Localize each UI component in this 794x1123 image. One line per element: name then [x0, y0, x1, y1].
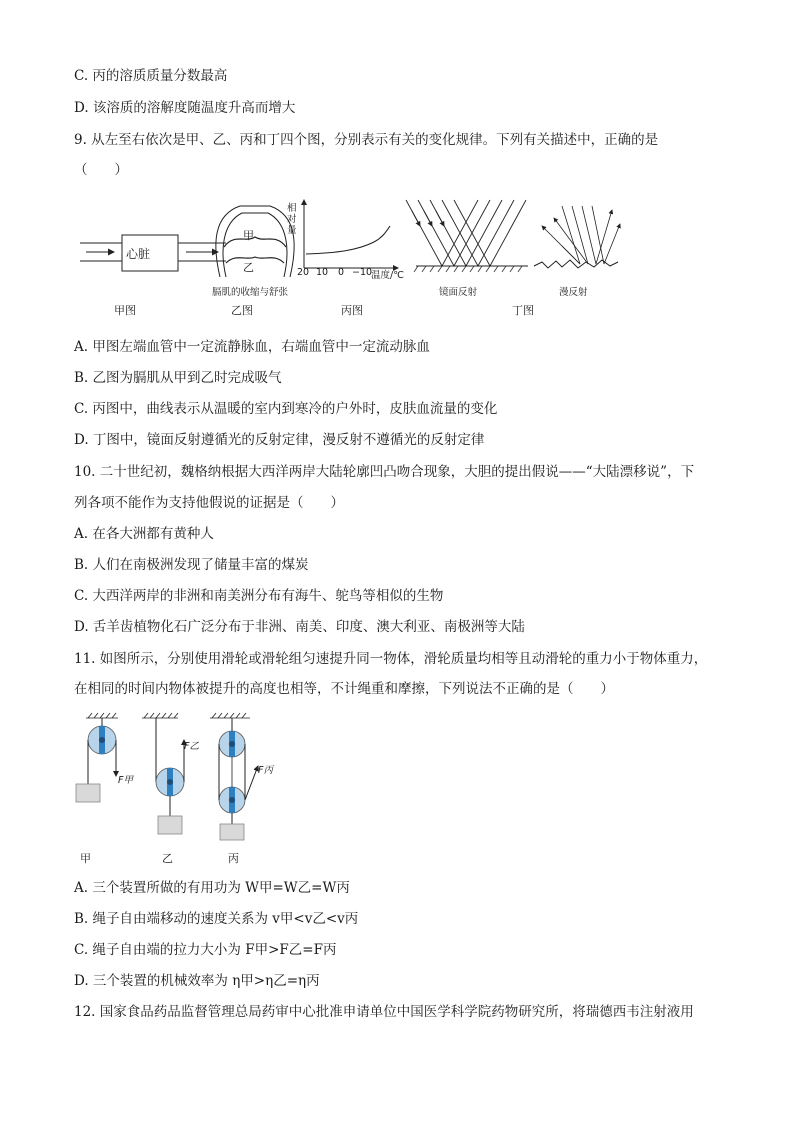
q9-option-c: C. 丙图中，曲线表示从温暖的室内到寒冷的户外时，皮肤血流量的变化 — [74, 401, 498, 417]
pulley-caption-yi: 乙 — [162, 852, 173, 865]
temperature-ylabel — [287, 203, 299, 236]
tick-label: 20 — [297, 267, 310, 278]
q10-option-c: C. 大西洋两岸的非洲和南美洲分布有海牛、鸵鸟等相似的生物 — [74, 588, 444, 604]
q11-stem-line1: 11. 如图所示，分别使用滑轮或滑轮组匀速提升同一物体，滑轮质量均相等且动滑轮的重力小于物体重力， — [74, 651, 708, 667]
q9-stem: 9. 从左至右依次是甲、乙、丙和丁四个图，分别表示有关的变化规律。下列有关描述中，正确的是 — [74, 132, 659, 148]
fig-bing-caption: 丙图 — [341, 304, 363, 317]
q9-option-b: B. 乙图为膈肌从甲到乙时完成吸气 — [74, 370, 282, 386]
temperature-curve-figure — [298, 198, 408, 273]
tick-label: 10 — [316, 267, 329, 278]
ylabel-char-2: 对 — [287, 214, 297, 225]
q10-stem-line2: 列各项不能作为支持他假说的证据是（ ） — [74, 495, 344, 511]
force-label-yi: F乙 — [184, 741, 199, 752]
q10-option-d: D. 舌羊齿植物化石广泛分布于非洲、南美、印度、澳大利亚、南极洲等大陆 — [74, 619, 525, 635]
specular-label: 镜面反射 — [439, 287, 478, 298]
q8-option-c: C. 丙的溶质质量分数最高 — [74, 68, 228, 84]
tick-label: −10 — [352, 267, 373, 278]
q10-option-b: B. 人们在南极洲发现了储量丰富的煤炭 — [74, 557, 309, 573]
pulley-caption-jia: 甲 — [80, 852, 91, 865]
q11-stem-line2: 在相同的时间内物体被提升的高度也相等，不计绳重和摩擦，下列说法不正确的是（ ） — [74, 681, 614, 697]
diaphragm-upper-label: 甲 — [243, 229, 254, 242]
q10-stem-line1: 10. 二十世纪初，魏格纳根据大西洋两岸大陆轮廓凹凸吻合现象，大胆的提出假说——“大陆漂移说”，下 — [74, 464, 695, 480]
reflection-figure — [402, 196, 624, 278]
ylabel-char-1: 相 — [287, 203, 297, 214]
diaphragm-lower-label: 乙 — [243, 261, 254, 274]
q11-option-d: D. 三个装置的机械效率为 η甲>η乙=η丙 — [74, 973, 320, 989]
fig-yi-caption: 乙图 — [231, 304, 253, 317]
pulley-figure — [70, 712, 290, 842]
q11-option-a: A. 三个装置所做的有用功为 W甲=W乙=W丙 — [74, 880, 350, 896]
temperature-xlabel: 温度/℃ — [371, 270, 404, 281]
q9-option-a: A. 甲图左端血管中一定流静脉血，右端血管中一定流动脉血 — [74, 339, 430, 355]
tick-label: 0 — [338, 267, 345, 278]
q9-option-d: D. 丁图中，镜面反射遵循光的反射定律，漫反射不遵循光的反射定律 — [74, 432, 485, 448]
diffuse-label: 漫反射 — [559, 287, 588, 298]
heart-box-label: 心脏 — [126, 247, 151, 261]
q11-option-b: B. 绳子自由端移动的速度关系为 v甲<v乙<v丙 — [74, 911, 359, 927]
q8-option-d: D. 该溶质的溶解度随温度升高而增大 — [74, 100, 296, 116]
fig-ding-caption: 丁图 — [512, 304, 534, 317]
force-label-bing: F丙 — [258, 765, 273, 776]
pulley-caption-bing: 丙 — [228, 852, 239, 865]
force-label-jia: F甲 — [118, 775, 133, 786]
fig-jia-caption: 甲图 — [114, 304, 136, 317]
diaphragm-sub-caption: 膈肌的收缩与舒张 — [212, 287, 289, 298]
q12-stem-line1: 12. 国家食品药品监督管理总局药审中心批准申请单位中国医学科学院药物研究所，将瑞德西韦注射液用 — [74, 1004, 694, 1020]
q9-answer-paren: （ ） — [74, 162, 128, 178]
q11-option-c: C. 绳子自由端的拉力大小为 F甲>F乙=F丙 — [74, 942, 337, 958]
ylabel-char-3: 量 — [287, 225, 297, 236]
q10-option-a: A. 在各大洲都有黄种人 — [74, 526, 214, 542]
heart-vessel-figure — [78, 225, 228, 285]
